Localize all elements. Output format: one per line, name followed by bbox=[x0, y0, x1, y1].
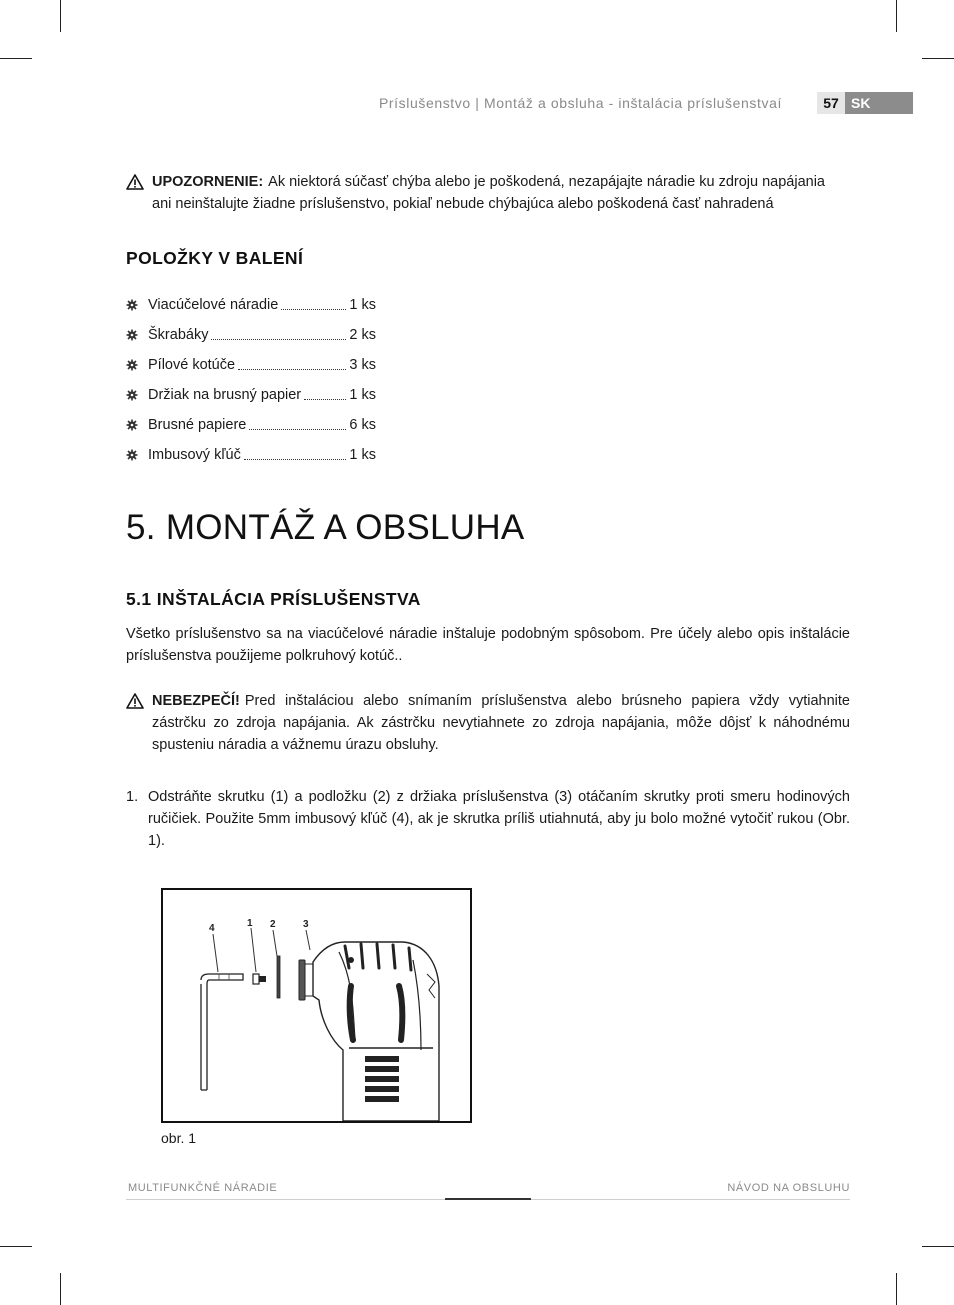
tool-diagram bbox=[163, 890, 470, 1121]
package-item-quantity: 3 ks bbox=[349, 357, 376, 373]
package-item-quantity: 1 ks bbox=[349, 447, 376, 463]
leader-dots bbox=[281, 300, 346, 310]
warning-triangle-icon bbox=[126, 174, 144, 190]
figure-caption: obr. 1 bbox=[161, 1130, 197, 1146]
package-item-name: Viacúčelové náradie bbox=[148, 297, 279, 313]
warning-triangle-icon bbox=[126, 693, 144, 709]
leader-dots bbox=[211, 330, 346, 340]
package-item-quantity: 1 ks bbox=[349, 387, 376, 403]
package-heading: POLOŽKY V BALENÍ bbox=[126, 248, 304, 268]
crop-mark bbox=[896, 1273, 897, 1305]
footer-document-name: NÁVOD NA OBSLUHU bbox=[727, 1182, 850, 1194]
leader-dots bbox=[304, 390, 346, 400]
gear-bullet-icon bbox=[126, 359, 138, 371]
footer-divider-accent bbox=[445, 1198, 531, 1200]
section-title: 5. MONTÁŽ A OBSLUHA bbox=[126, 508, 525, 547]
gear-bullet-icon bbox=[126, 419, 138, 431]
gear-bullet-icon bbox=[126, 329, 138, 341]
header-breadcrumb: Príslušenstvo | Montáž a obsluha - inštalácia príslušenstvaí bbox=[378, 95, 782, 111]
crop-mark bbox=[896, 0, 897, 32]
leader-dots bbox=[238, 360, 346, 370]
gear-bullet-icon bbox=[126, 299, 138, 311]
package-list-item bbox=[126, 350, 376, 380]
step-text: Odstráňte skrutku (1) a podložku (2) z držiaka príslušenstva (3) otáčaním skrutky proti smeru hodinových ručičiek. Použite 5mm imbusový kľúč (4), ak je skrutka príliš utiahnutá, aby ju bolo možné vytočiť rukou (Obr. 1). bbox=[148, 789, 850, 849]
page-badge bbox=[817, 92, 913, 114]
package-list-item bbox=[126, 320, 376, 350]
intro-paragraph: Všetko príslušenstvo sa na viacúčelové náradie inštaluje podobným spôsobom. Pre účely alebo opis inštalácie príslušenstva použijeme polkruhový kotúč.. bbox=[126, 626, 850, 664]
footer-product-name: MULTIFUNKČNÉ NÁRADIE bbox=[128, 1182, 278, 1194]
section-subheading: 5.1 INŠTALÁCIA PRÍSLUŠENSTVA bbox=[126, 589, 421, 609]
warning-text-continued: ani neinštalujte žiadne príslušenstvo, pokiaľ nebude chýbajúca alebo poškodená časť nahradená bbox=[152, 196, 774, 212]
package-item-name: Pílové kotúče bbox=[148, 357, 236, 373]
package-item-name: Brusné papiere bbox=[148, 417, 247, 433]
package-item-quantity: 2 ks bbox=[349, 327, 376, 343]
warning-notice bbox=[126, 171, 850, 215]
gear-bullet-icon bbox=[126, 449, 138, 461]
package-list-item bbox=[126, 380, 376, 410]
danger-text: Pred inštaláciou alebo snímaním príslušenstva alebo brúsneho papiera vždy vytiahnite bbox=[244, 693, 850, 709]
danger-notice bbox=[126, 690, 850, 756]
gear-bullet-icon bbox=[126, 389, 138, 401]
package-item-quantity: 6 ks bbox=[349, 417, 376, 433]
crop-mark bbox=[0, 1246, 32, 1247]
diagram-label-1: 1 bbox=[247, 918, 253, 929]
instruction-step bbox=[126, 786, 850, 852]
diagram-label-3: 3 bbox=[303, 919, 309, 930]
danger-label: NEBEZPEČÍ! bbox=[152, 693, 240, 709]
danger-text-continued: zástrčku zo zdroja napájania. Ak zástrčku nevytiahnete zo zdroja napájania, môže dôjsť k náhodnému spusteniu náradia a vážnemu úrazu obsluhy. bbox=[152, 715, 850, 753]
warning-label: UPOZORNENIE: bbox=[152, 174, 264, 190]
step-number: 1. bbox=[126, 789, 139, 805]
diagram-label-4: 4 bbox=[209, 923, 215, 934]
leader-dots bbox=[249, 420, 346, 430]
figure-illustration bbox=[161, 888, 472, 1123]
crop-mark bbox=[60, 1273, 61, 1305]
crop-mark bbox=[922, 58, 954, 59]
warning-text: Ak niektorá súčasť chýba alebo je poškodená, nezapájajte náradie ku zdroju napájania bbox=[268, 174, 825, 190]
package-item-quantity: 1 ks bbox=[349, 297, 376, 313]
page-number: 57 bbox=[817, 92, 845, 114]
package-list-item bbox=[126, 440, 376, 470]
crop-mark bbox=[922, 1246, 954, 1247]
package-list-item bbox=[126, 290, 376, 320]
diagram-label-2: 2 bbox=[270, 919, 276, 930]
language-code: SK bbox=[845, 92, 913, 114]
package-item-name: Imbusový kľúč bbox=[148, 447, 241, 463]
crop-mark bbox=[0, 58, 32, 59]
package-list bbox=[126, 290, 376, 470]
leader-dots bbox=[244, 450, 347, 460]
package-item-name: Škrabáky bbox=[148, 327, 209, 343]
package-list-item bbox=[126, 410, 376, 440]
package-item-name: Držiak na brusný papier bbox=[148, 387, 302, 403]
crop-mark bbox=[60, 0, 61, 32]
